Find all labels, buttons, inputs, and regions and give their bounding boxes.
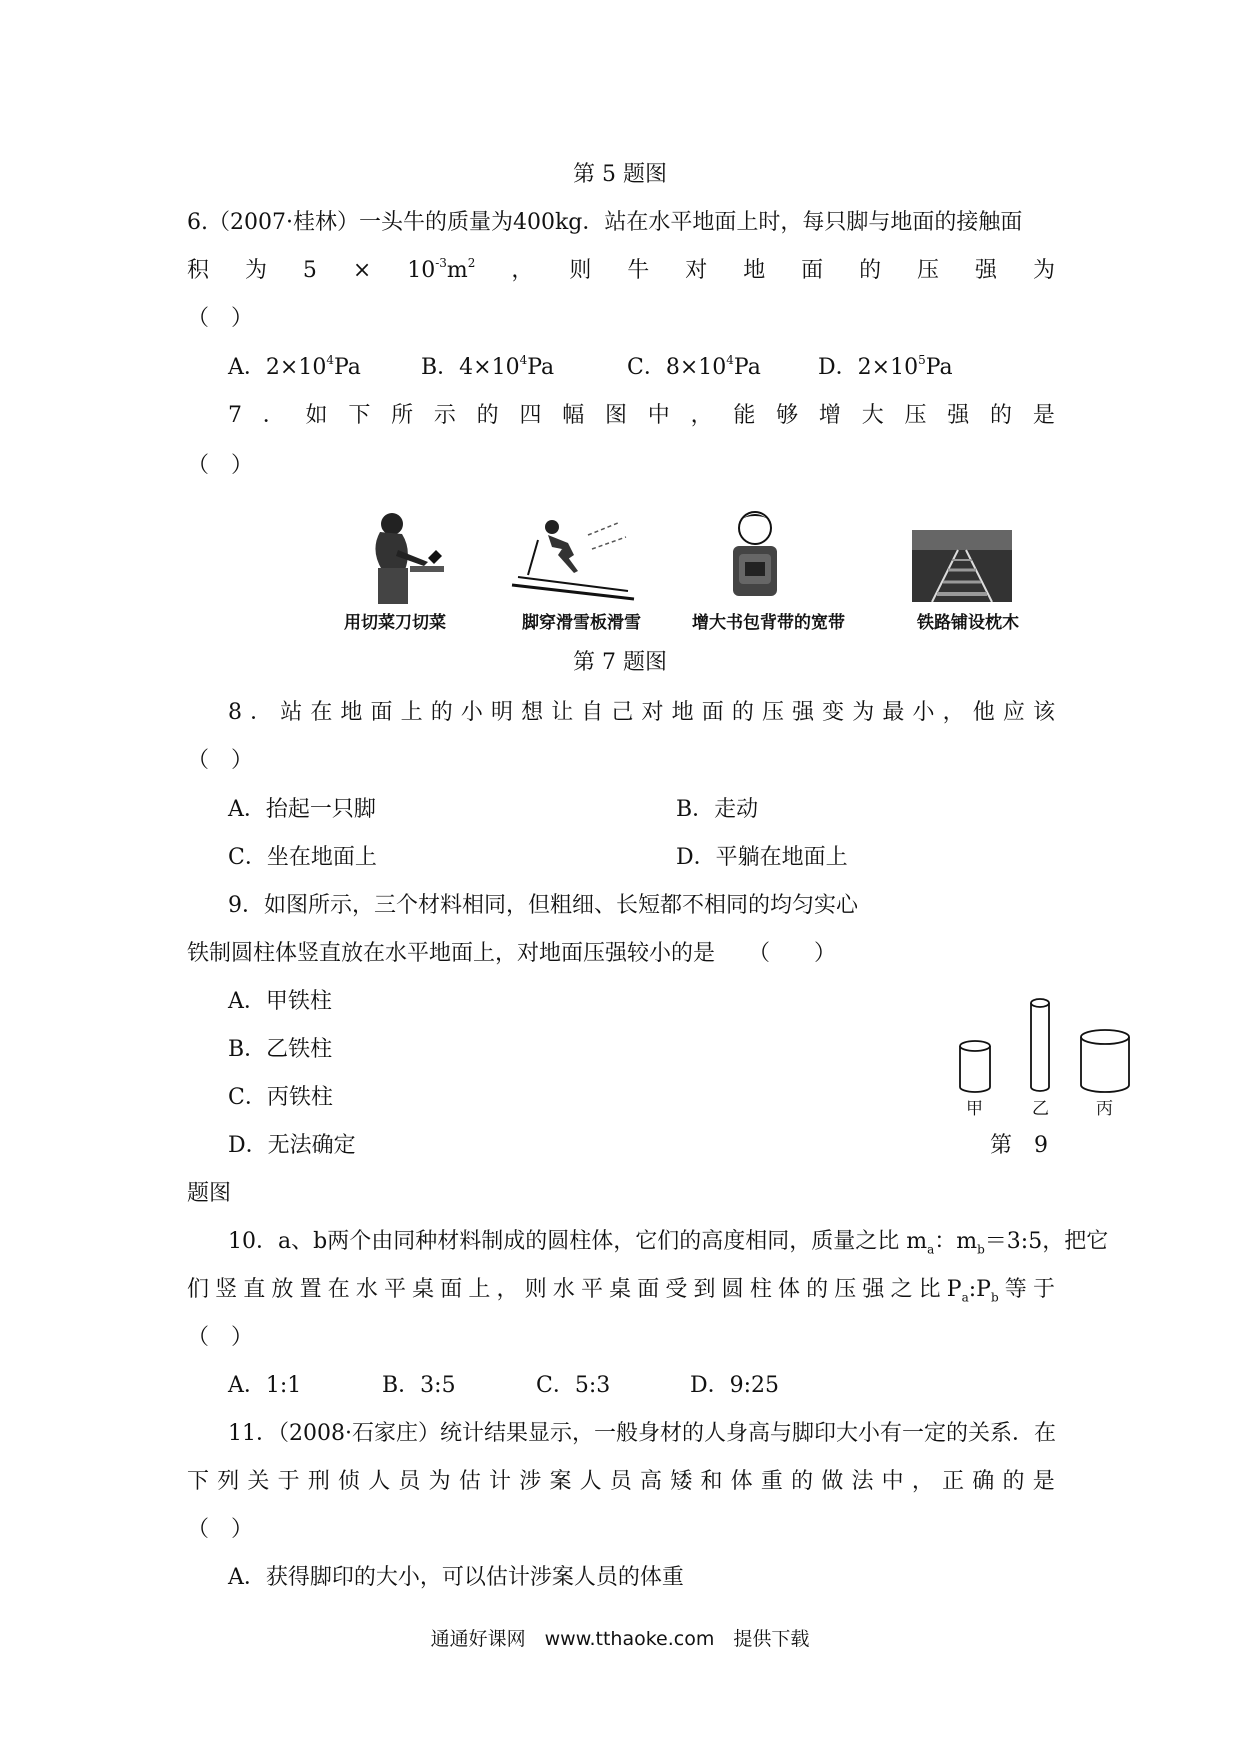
skiing-illustration <box>508 515 638 610</box>
cylinder-label-jia: 甲 <box>966 1099 983 1119</box>
q9-line1: 9．如图所示，三个材料相同，但粗细、长短都不相同的均匀实心 <box>228 893 858 918</box>
cylinders-figure <box>955 995 1145 1095</box>
q11-line1: 11．（2008·石家庄）统计结果显示，一般身材的人身高与脚印大小有一定的关系．在 <box>228 1421 1056 1446</box>
q11-option-a: A．获得脚印的大小，可以估计涉案人员的体重 <box>228 1565 684 1590</box>
q9-option-c: C．丙铁柱 <box>228 1085 333 1110</box>
q11-line2: 下 列 关 于 刑 侦 人 员 为 估 计 涉 案 人 员 高 矮 和 体 重 的 做 法 中 ， 正 确 的 是 <box>187 1469 1055 1494</box>
q9-option-a: A．甲铁柱 <box>228 989 332 1014</box>
fig7-caption-ski: 脚穿滑雪板滑雪 <box>522 613 641 633</box>
q6-option-a: A．$2\times 10^4Pa$ <box>228 352 361 380</box>
knife-cutting-illustration <box>340 510 450 610</box>
fig9-caption-part2: 题图 <box>187 1181 232 1206</box>
q10-option-d: D．9:25 <box>690 1373 780 1398</box>
q6-line2: 积 为 5 × $10^{-3}m^2$ ， 则 牛 对 地 面 的 压 强 为 <box>187 255 1055 283</box>
fig5-caption: 第 5 题图 <box>573 162 667 187</box>
q6-option-c: C．$8\times 10^4Pa$ <box>627 352 761 380</box>
q7-line1: 7 ． 如 下 所 示 的 四 幅 图 中 ， 能 够 增 大 压 强 的 是 <box>228 403 1055 428</box>
q8-answer-paren: （ ） <box>187 748 254 773</box>
q10-answer-paren: （ ） <box>187 1325 254 1350</box>
q6-answer-paren: （ ） <box>187 306 254 331</box>
q10-option-a: A．1:1 <box>228 1373 302 1398</box>
cylinder-label-yi: 乙 <box>1032 1099 1049 1119</box>
fig7-caption: 第 7 题图 <box>573 650 667 675</box>
q8-option-c: C．坐在地面上 <box>228 845 377 870</box>
q9-option-d: D．无法确定 <box>228 1133 356 1158</box>
q8-option-d: D．平躺在地面上 <box>676 845 848 870</box>
q10-option-b: B．3:5 <box>382 1373 456 1398</box>
q6-line1: 6.（2007·桂林）一头牛的质量为400kg．站在水平地面上时，每只脚与地面的接触面 <box>187 210 1023 235</box>
fig7-caption-railway: 铁路铺设枕木 <box>917 613 1019 633</box>
railway-sleepers-illustration <box>912 530 1012 602</box>
q8-option-a: A．抬起一只脚 <box>228 797 376 822</box>
q6-option-d: D．$2\times 10^5Pa$ <box>818 352 953 380</box>
q9-line2: 铁制圆柱体竖直放在水平地面上，对地面压强较小的是 （ ） <box>187 941 837 966</box>
q11-answer-paren: （ ） <box>187 1517 254 1542</box>
fig7-caption-backpack: 增大书包背带的宽带 <box>692 613 845 633</box>
fig9-caption-part1: 第 9 <box>990 1133 1048 1158</box>
q10-line1: 10．a、b两个由同种材料制成的圆柱体，它们的高度相同，质量之比 $m_a$：$m_b=3:5$，把它 <box>228 1229 1109 1257</box>
fig7-caption-knife: 用切菜刀切菜 <box>344 613 446 633</box>
q9-option-b: B．乙铁柱 <box>228 1037 333 1062</box>
cylinder-label-bing: 丙 <box>1096 1099 1113 1119</box>
backpack-child-illustration <box>715 508 795 608</box>
q10-line2: 们 竖 直 放 置 在 水 平 桌 面 上 ， 则 水 平 桌 面 受 到 圆 柱 体 的 压 强 之 比 $P_a:P_b$ 等 于 <box>187 1277 1055 1305</box>
q8-option-b: B．走动 <box>676 797 759 822</box>
q7-answer-paren: （ ） <box>187 453 254 478</box>
q10-option-c: C．5:3 <box>536 1373 611 1398</box>
page-footer: 通通好课网 www.tthaoke.com 提供下载 <box>430 1628 810 1650</box>
q8-line1: 8 ． 站 在 地 面 上 的 小 明 想 让 自 己 对 地 面 的 压 强 变 为 最 小 ， 他 应 该 <box>228 700 1055 725</box>
q6-option-b: B．$4\times 10^4Pa$ <box>421 352 555 380</box>
